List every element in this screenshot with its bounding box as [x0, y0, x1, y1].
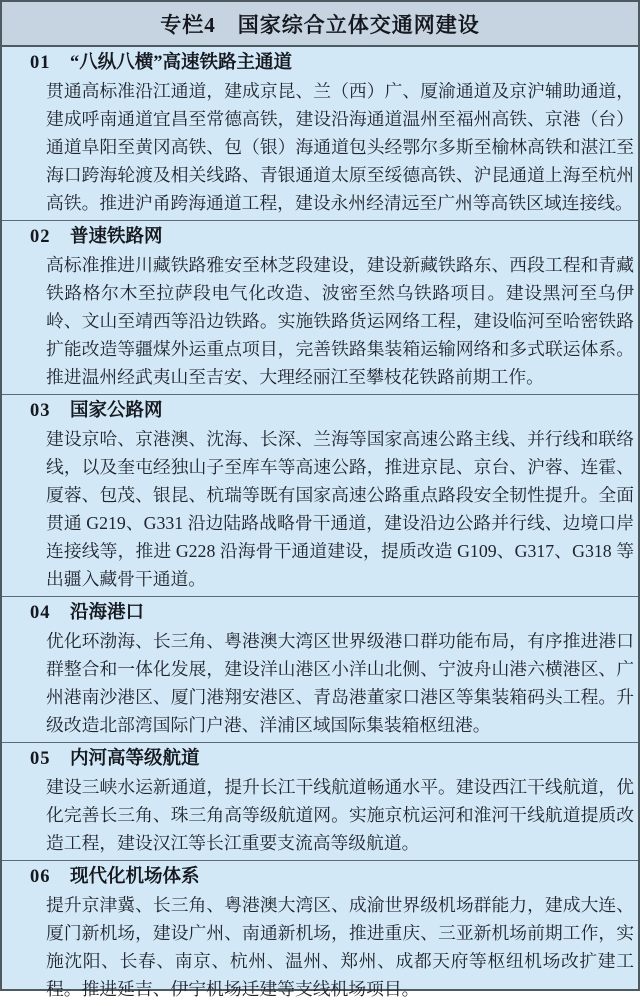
section-title: 现代化机场体系	[70, 867, 200, 887]
section-title: 沿海港口	[70, 603, 145, 623]
section-body-text: 贯通高标准沿江通道，建成京昆、兰（西）广、厦渝通道及京沪辅助通道，建成呼南通道宜昌至常德高铁，建设沿海通道温州至福州高铁、京港（台）通道阜阳至黄冈高铁、包（银）海通道包头经鄂尔多斯至榆林高铁和湛江至海口跨海轮渡及相关线路、青银通道太原至绥德高铁、沪昆通道上海至杭州高铁。推进沪甬跨海通道工程，建设永州经清远至广州等高铁区域连接线。	[46, 81, 634, 213]
section-number: 01	[30, 53, 51, 73]
section-title: “八纵八横”高速铁路主通道	[70, 53, 293, 73]
section-number: 04	[30, 603, 51, 623]
section-inland-waterways	[2, 742, 638, 860]
section-modern-airports	[2, 860, 638, 1006]
section-heading-row	[2, 49, 638, 77]
section-title: 国家公路网	[70, 401, 163, 421]
sections-list	[2, 47, 638, 1006]
section-title: 普速铁路网	[70, 227, 163, 247]
section-number: 06	[30, 867, 51, 887]
section-body-text: 提升京津冀、长三角、粤港澳大湾区、成渝世界级机场群能力，建成大连、厦门新机场，建设广州、南通新机场，推进重庆、三亚新机场前期工作，实施沈阳、长春、南京、杭州、温州、郑州、成都天府等枢纽机场改扩建工程。推进延吉、伊宁机场迁建等支线机场项目。	[46, 895, 634, 999]
section-title: 内河高等级航道	[70, 749, 200, 769]
section-body-text: 高标准推进川藏铁路雅安至林芝段建设，建设新藏铁路东、西段工程和青藏铁路格尔木至拉萨段电气化改造、波密至然乌铁路项目。建设黑河至乌伊岭、文山至靖西等沿边铁路。实施铁路货运网络工程，建设临河至哈密铁路扩能改造等疆煤外运重点项目，完善铁路集装箱运输网络和多式联运体系。推进温州经武夷山至吉安、大理经丽江至攀枝花铁路前期工作。	[46, 255, 634, 387]
section-high-speed-rail	[2, 47, 638, 220]
section-heading-row	[2, 863, 638, 891]
section-heading-row	[2, 223, 638, 251]
section-national-highway	[2, 394, 638, 596]
section-body-text: 优化环渤海、长三角、粤港澳大湾区世界级港口群功能布局，有序推进港口群整合和一体化发展，建设洋山港区小洋山北侧、宁波舟山港六横港区、广州港南沙港区、厦门港翔安港区、青岛港董家口港区等集装箱码头工程。升级改造北部湾国际门户港、洋浦区域国际集装箱枢纽港。	[46, 631, 634, 735]
section-heading-row	[2, 397, 638, 425]
section-number: 03	[30, 401, 51, 421]
section-number: 05	[30, 749, 51, 769]
section-body-text: 建设京哈、京港澳、沈海、长深、兰海等国家高速公路主线、并行线和联络线，以及奎屯经独山子至库车等高速公路，推进京昆、京台、沪蓉、连霍、厦蓉、包茂、银昆、杭瑞等既有国家高速公路重点路段安全韧性提升。全面贯通 G219、G331 沿边陆路战略骨干通道，建设沿边公路并行线、边境口岸连接线等，推进 G228 沿海骨干通道建设，提质改造 G109、G317、G318 等出疆入藏骨干通道。	[46, 429, 634, 589]
section-body-text: 建设三峡水运新通道，提升长江干线航道畅通水平。建设西江干线航道，优化完善长三角、珠三角高等级航道网。实施京杭运河和淮河干线航道提质改造工程，建设汉江等长江重要支流高等级航道。	[46, 777, 634, 853]
panel-title: 专栏4 国家综合立体交通网建设	[2, 2, 638, 47]
section-heading-row	[2, 599, 638, 627]
section-normal-speed-rail	[2, 220, 638, 394]
section-coastal-ports	[2, 596, 638, 742]
section-number: 02	[30, 227, 51, 247]
section-heading-row	[2, 745, 638, 773]
